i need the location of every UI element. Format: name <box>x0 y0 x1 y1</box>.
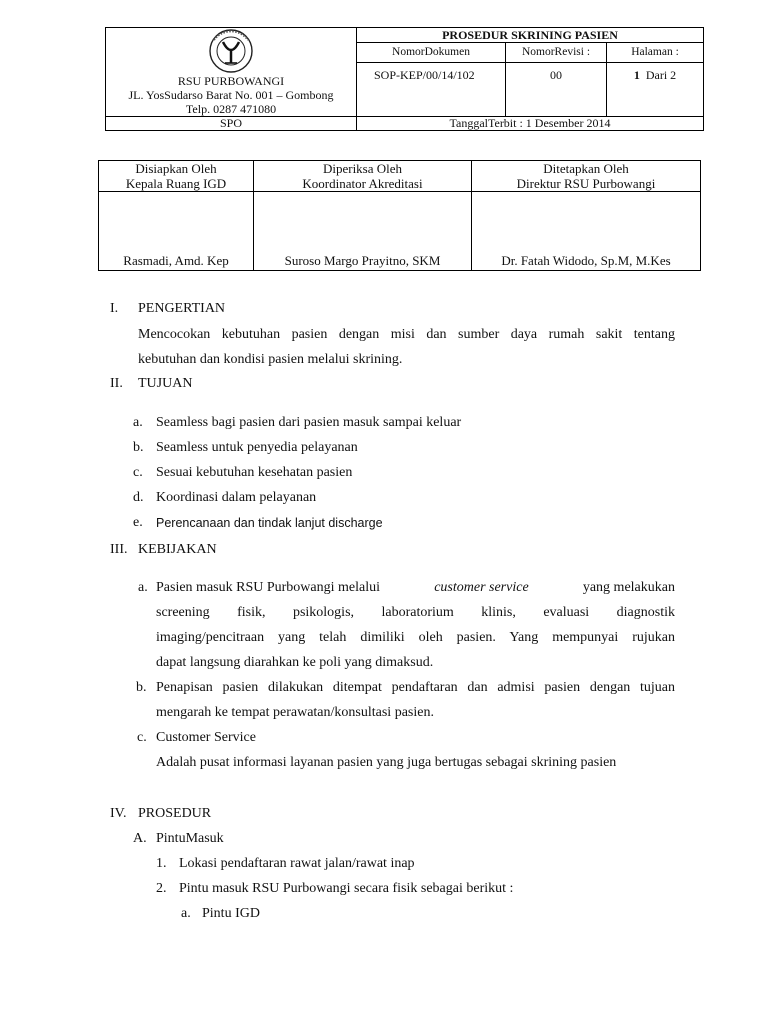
checked-by-name: Suroso Margo Prayitno, SKM <box>254 192 472 271</box>
hospital-info-cell <box>106 28 357 117</box>
goal-a-marker: a. <box>133 415 143 430</box>
goal-e-text: Perencanaan dan tindak lanjut discharge <box>156 516 383 530</box>
goal-d-marker: d. <box>133 490 144 505</box>
policy-b-line-1: Penapisan pasien dilakukan ditempat pendaftaran dan admisi pasien dengan tujuan <box>156 680 675 695</box>
policy-b-marker: b. <box>136 680 147 695</box>
hospital-logo-icon <box>202 28 260 74</box>
page-total: Dari 2 <box>645 67 677 82</box>
hospital-name: RSU PURBOWANGI <box>177 74 285 88</box>
goal-c-text: Sesuai kebutuhan kesehatan pasien <box>156 465 353 480</box>
goal-b-marker: b. <box>133 440 144 455</box>
issue-date: TanggalTerbit : 1 Desember 2014 <box>357 117 704 131</box>
checked-by-cell <box>254 161 472 192</box>
prepared-by-label: Disiapkan Oleh <box>135 161 217 176</box>
procedure-item-2-text: Pintu masuk RSU Purbowangi secara fisik sebagai berikut : <box>179 881 514 896</box>
section-3-number: III. <box>110 542 128 557</box>
page-number: 1 <box>633 67 640 82</box>
procedure-a-marker: A. <box>133 831 147 846</box>
doc-type: SPO <box>106 117 357 131</box>
policy-a-line-4: dapat langsung diarahkan ke poli yang dimaksud. <box>156 655 434 670</box>
approved-by-role: Direktur RSU Purbowangi <box>516 176 656 191</box>
page-header: Halaman : <box>607 43 704 63</box>
policy-a-line-1-start: Pasien masuk RSU Purbowangi melalui <box>156 580 380 595</box>
goal-c-marker: c. <box>133 465 143 480</box>
section-4-title: PROSEDUR <box>138 806 212 821</box>
section-1-text-line-2: kebutuhan dan kondisi pasien melalui skrining. <box>138 352 403 367</box>
procedure-item-2-marker: 2. <box>156 881 167 896</box>
goal-b-text: Seamless untuk penyedia pelayanan <box>156 440 358 455</box>
section-2-number: II. <box>110 376 123 391</box>
goal-d-text: Koordinasi dalam pelayanan <box>156 490 317 505</box>
signature-table <box>98 160 701 271</box>
prepared-by-cell <box>99 161 254 192</box>
prepared-by-role: Kepala Ruang IGD <box>125 176 227 191</box>
checked-by-role: Koordinator Akreditasi <box>302 176 423 191</box>
checked-by-label: Diperiksa Oleh <box>322 161 403 176</box>
procedure-sub-a-text: Pintu IGD <box>202 906 260 921</box>
page-value <box>607 62 704 116</box>
hospital-address: JL. YosSudarso Barat No. 001 – Gombong <box>128 88 334 102</box>
policy-a-marker: a. <box>138 580 148 595</box>
section-2-title: TUJUAN <box>138 376 193 391</box>
procedure-item-1-marker: 1. <box>156 856 167 871</box>
approved-by-name: Dr. Fatah Widodo, Sp.M, M.Kes <box>472 192 701 271</box>
policy-a-line-1 <box>156 580 675 596</box>
section-3-title: KEBIJAKAN <box>138 542 217 557</box>
policy-a-line-2: screening fisik, psikologis, laboratorium klinis, evaluasi diagnostik <box>156 605 675 620</box>
policy-a-line-1-end: yang melakukan <box>582 580 675 595</box>
goal-a-text: Seamless bagi pasien dari pasien masuk sampai keluar <box>156 415 462 430</box>
revision-header: NomorRevisi : <box>506 43 607 63</box>
document-title: PROSEDUR SKRINING PASIEN <box>357 28 704 43</box>
customer-service-term: customer service <box>434 580 529 595</box>
policy-c-line-2: Adalah pusat informasi layanan pasien yang juga bertugas sebagai skrining pasien <box>156 755 617 770</box>
prepared-by-name: Rasmadi, Amd. Kep <box>99 192 254 271</box>
section-1-text-line-1: Mencocokan kebutuhan pasien dengan misi dan sumber daya rumah sakit tentang <box>138 327 675 342</box>
doc-number-value: SOP-KEP/00/14/102 <box>357 62 506 116</box>
policy-c-marker: c. <box>137 730 147 745</box>
hospital-phone: Telp. 0287 471080 <box>185 102 277 116</box>
procedure-sub-a-marker: a. <box>181 906 191 921</box>
approved-by-cell <box>472 161 701 192</box>
revision-value: 00 <box>506 62 607 116</box>
section-4-number: IV. <box>110 806 127 821</box>
procedure-a-title: PintuMasuk <box>156 831 224 846</box>
document-header-table <box>105 27 704 131</box>
doc-number-header: NomorDokumen <box>357 43 506 63</box>
policy-c-line-1: Customer Service <box>156 730 256 745</box>
approved-by-label: Ditetapkan Oleh <box>543 161 629 176</box>
policy-a-line-3: imaging/pencitraan yang telah dimiliki oleh pasien. Yang mempunyai rujukan <box>156 630 675 645</box>
policy-b-line-2: mengarah ke tempat perawatan/konsultasi pasien. <box>156 705 434 720</box>
procedure-item-1-text: Lokasi pendaftaran rawat jalan/rawat inap <box>179 856 415 871</box>
section-1-number: I. <box>110 301 119 316</box>
goal-e-marker: e. <box>133 515 143 530</box>
section-1-title: PENGERTIAN <box>138 301 226 316</box>
